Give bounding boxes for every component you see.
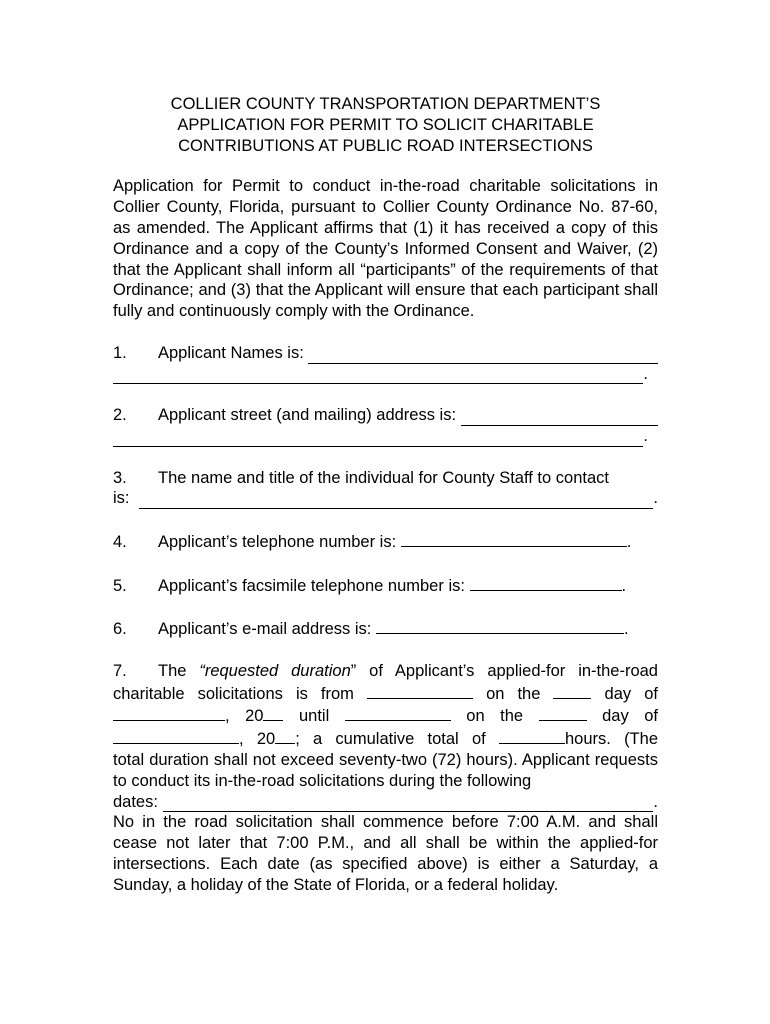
start-year-field[interactable] — [263, 704, 283, 721]
item-email — [113, 617, 658, 640]
duration-line-2 — [113, 682, 658, 705]
county-contact-field[interactable] — [139, 492, 654, 509]
start-date-field[interactable] — [367, 682, 473, 699]
item-county-contact — [113, 468, 658, 510]
dates-line — [113, 792, 658, 813]
item-number: 4. — [113, 532, 127, 551]
telephone-field[interactable] — [401, 530, 627, 547]
item-label: The name and title of the individual for County Staff to contact — [158, 468, 609, 487]
start-day-field[interactable] — [553, 682, 591, 699]
item-label: Applicant’s e-mail address is: — [158, 620, 372, 639]
period: . — [653, 489, 658, 508]
cumulative-hours-field[interactable] — [499, 727, 565, 744]
end-day-field[interactable] — [539, 704, 587, 721]
item-number: 5. — [113, 576, 127, 595]
period: . — [643, 364, 648, 383]
duration-line-1 — [113, 661, 658, 682]
item-number: 6. — [113, 620, 127, 639]
duration-text: ; a cumulative total of — [295, 730, 486, 749]
duration-text: , 20 — [239, 730, 276, 749]
item-applicant-address — [113, 405, 658, 447]
intro-paragraph: Application for Permit to conduct in-the-road charitable solicitations in Collier County, Florida, pursuant to Collier County Ordinance No. 87-60, as amended. The Applicant affirms that (1) it has received a copy of this Ordinance and a copy of the County’s Informed Consent and Waiver, (2) that the Applicant shall inform all “participants” of the requirements of that Ordinance; and (3) that the Applicant will ensure that each participant shall fully and continuously comply with the Ordinance. — [113, 177, 658, 321]
period: . — [653, 792, 658, 811]
duration-text: hours. (The — [564, 730, 658, 749]
duration-text: day of — [604, 684, 658, 703]
item-label: Applicant’s telephone number is: — [158, 532, 397, 551]
item-facsimile — [113, 574, 658, 597]
duration-limit-text: total duration shall not exceed seventy-two (72) hours). Applicant requests to conduct its in-the-road solicitations during the following — [113, 750, 658, 790]
item-number: 1. — [113, 343, 127, 362]
period: . — [626, 532, 632, 551]
period: . — [623, 620, 629, 639]
document-title — [113, 94, 658, 156]
facsimile-field[interactable] — [470, 574, 622, 591]
permit-application-page — [113, 94, 658, 916]
item-label: Applicant’s facsimile telephone number is: — [158, 576, 465, 595]
duration-text: , 20 — [225, 707, 264, 726]
duration-text: on the — [466, 707, 524, 726]
duration-text: day of — [602, 707, 658, 726]
end-date-field[interactable] — [345, 704, 451, 721]
item-label: Applicant street (and mailing) address is: — [158, 406, 457, 425]
period: . — [643, 426, 648, 445]
duration-line-4 — [113, 727, 658, 750]
item-number: 2. — [113, 406, 127, 425]
title-line-2: APPLICATION FOR PERMIT TO SOLICIT CHARITABLE — [177, 115, 594, 134]
solicitation-dates-field[interactable] — [163, 795, 654, 812]
email-field[interactable] — [376, 617, 624, 634]
item-telephone — [113, 530, 658, 553]
duration-text: on the — [486, 684, 541, 703]
item-requested-duration — [113, 661, 658, 896]
closing-paragraph: No in the road solicitation shall commence before 7:00 A.M. and shall cease not later that 7:00 P.M., and all shall be within the applied-for intersections. Each date (as specified above) is either a Saturday, a Sunday, a holiday of the State of Florida, or a federal holiday. — [113, 813, 658, 894]
title-line-1: COLLIER COUNTY TRANSPORTATION DEPARTMENT’S — [170, 95, 601, 113]
item-applicant-names — [113, 343, 658, 385]
item-label-continued: is: — [113, 489, 130, 508]
the-word: The — [158, 661, 187, 680]
end-year-field[interactable] — [275, 727, 295, 744]
requested-duration-term: “requested duration — [199, 661, 351, 680]
title-line-3: CONTRIBUTIONS AT PUBLIC ROAD INTERSECTIONS — [178, 136, 593, 155]
end-month-field[interactable] — [113, 727, 239, 744]
item-label: Applicant Names is: — [158, 343, 304, 362]
item-number: 3. — [113, 468, 127, 487]
applicant-address-field[interactable] — [461, 409, 658, 426]
applicant-names-field-line-2[interactable] — [113, 367, 643, 384]
duration-text: until — [298, 707, 330, 726]
applicant-names-field[interactable] — [308, 347, 658, 364]
duration-text: charitable solicitations is from — [113, 684, 354, 703]
item-number: 7. — [113, 661, 127, 680]
duration-text: ” of Applicant’s applied-for in-the-road — [350, 661, 658, 680]
start-month-field[interactable] — [113, 704, 225, 721]
duration-line-3 — [113, 704, 658, 727]
applicant-address-field-line-2[interactable] — [113, 430, 643, 447]
period: . — [621, 576, 627, 595]
dates-label: dates: — [113, 792, 158, 811]
